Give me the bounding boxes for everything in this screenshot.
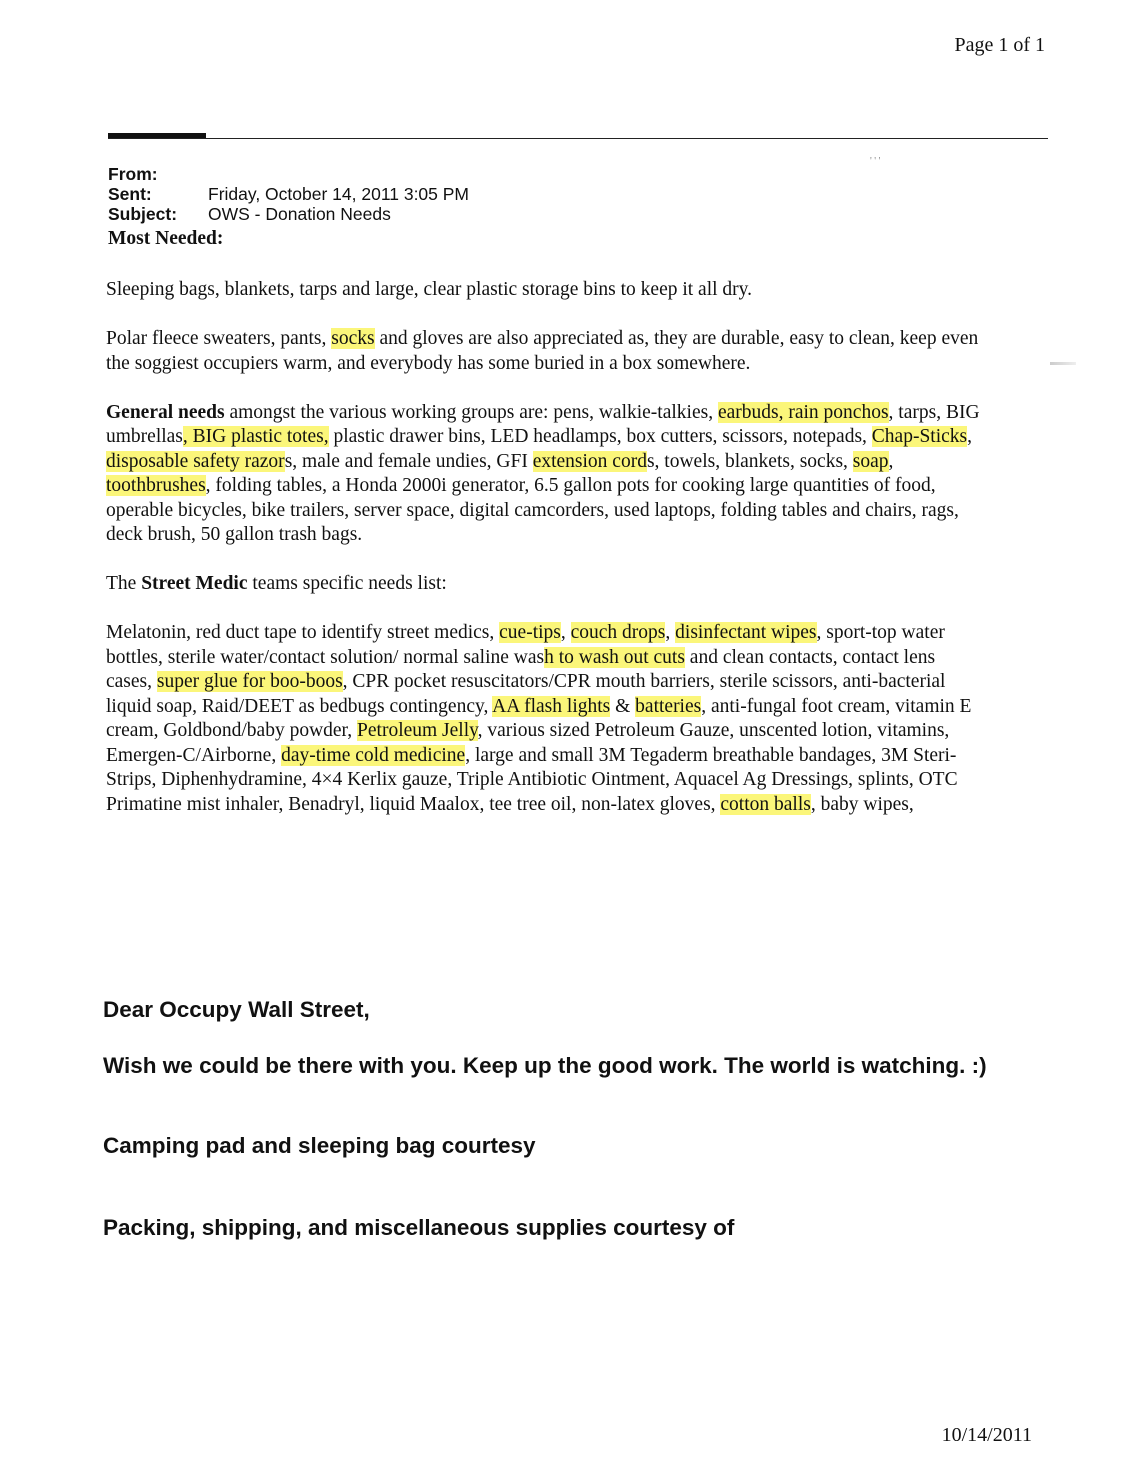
subject-value: OWS - Donation Needs	[208, 204, 391, 224]
email-body	[106, 278, 981, 842]
paragraph-medic-intro: The Street Medic teams specific needs list:	[106, 573, 447, 594]
note-greeting: Dear Occupy Wall Street,	[103, 997, 370, 1022]
highlight: cotton balls	[720, 793, 811, 815]
note-packing-credit: Packing, shipping, and miscellaneous supplies courtesy of	[103, 1215, 735, 1240]
email-header	[108, 164, 469, 224]
header-divider-accent	[108, 133, 206, 138]
highlight: disinfectant wipes	[675, 622, 817, 643]
highlight: disposable safety razor	[106, 450, 285, 472]
subject-label: Subject:	[108, 204, 178, 224]
highlight: extension cord	[532, 450, 647, 472]
general-needs-lead: General needs	[106, 401, 225, 423]
page-number: Page 1 of 1	[954, 34, 1045, 56]
subject-row	[108, 204, 469, 224]
highlight: Chap-Sticks	[871, 426, 968, 447]
note-camping-credit: Camping pad and sleeping bag courtesy	[103, 1133, 536, 1158]
paragraph-fleece: Polar fleece sweaters, pants, socks and gloves are also appreciated as, they are durable, easy to clean, keep even the soggiest occupiers warm, and everybody has some buried in a box somewhere.	[106, 328, 979, 374]
sent-value: Friday, October 14, 2011 3:05 PM	[208, 184, 470, 204]
highlight: batteries	[635, 695, 702, 717]
street-medic-lead: Street Medic	[141, 573, 248, 594]
highlight: super glue for boo-boos	[156, 671, 343, 692]
highlight: Petroleum Jelly	[357, 720, 478, 741]
sent-row	[108, 184, 469, 204]
highlight: earbuds, rain ponchos	[717, 401, 889, 423]
note-message: Wish we could be there with you. Keep up the good work. The world is watching. :)	[103, 1053, 987, 1078]
highlight: AA flash lights	[492, 695, 611, 717]
highlight: h to wash out cuts	[544, 646, 685, 668]
highlight: day-time cold medicine	[281, 744, 466, 766]
from-row	[108, 164, 469, 184]
highlight: , BIG plastic totes,	[182, 426, 329, 447]
scan-speck	[1050, 362, 1076, 365]
paragraph-medic-list: Melatonin, red duct tape to identify street medics, cue-tips, couch drops, disinfectant wipes, sport-top water bottles, sterile water/contact solution/ normal saline wash to wash out cuts and clean contacts, contact lens cases, super glue for boo-boos, CPR pocket resuscitators/CPR mouth barriers, sterile scissors, anti-bacterial liquid soap, Raid/DEET as bedbugs contingency, AA flash lights & batteries, anti-fungal foot cream, vitamin E cream, Goldbond/baby powder, Petroleum Jelly, various sized Petroleum Gauze, unscented lotion, vitamins, Emergen-C/Airborne, day-time cold medicine, large and small 3M Tegaderm breathable bandages, 3M Steri-Strips, Diphenhydramine, 4×4 Kerlix gauze, Triple Antibiotic Ointment, Aquacel Ag Dressings, splints, OTC Primatine mist inhaler, Benadryl, liquid Maalox, tee tree oil, non-latex gloves, cotton balls, baby wipes,	[106, 622, 972, 815]
header-divider	[108, 138, 1048, 139]
highlight: toothbrushes	[106, 475, 206, 496]
from-label: From:	[108, 164, 158, 184]
highlight: socks	[331, 328, 375, 349]
paragraph-general-needs: General needs amongst the various working groups are: pens, walkie-talkies, earbuds, rain ponchos, tarps, BIG umbrellas, BIG plastic totes, plastic drawer bins, LED headlamps, box cutters, scissors, notepads, Chap-Sticks, disposable safety razors, male and female undies, GFI extension cords, towels, blankets, socks, soap, toothbrushes, folding tables, a Honda 2000i generator, 6.5 gallon pots for cooking large quantities of food, operable bicycles, bike trailers, server space, digital camcorders, used laptops, folding tables and chairs, rags, deck brush, 50 gallon trash bags.	[106, 401, 980, 545]
sent-label: Sent:	[108, 184, 152, 204]
highlight: couch drops	[570, 622, 666, 643]
scan-speck: ' ' '	[870, 156, 881, 167]
paragraph-most-needed: Sleeping bags, blankets, tarps and large, clear plastic storage bins to keep it all dry.	[106, 279, 753, 300]
highlight: cue-tips	[499, 622, 561, 643]
footer-date: 10/14/2011	[941, 1424, 1032, 1446]
highlight: soap	[852, 450, 889, 472]
section-title: Most Needed:	[108, 228, 224, 249]
